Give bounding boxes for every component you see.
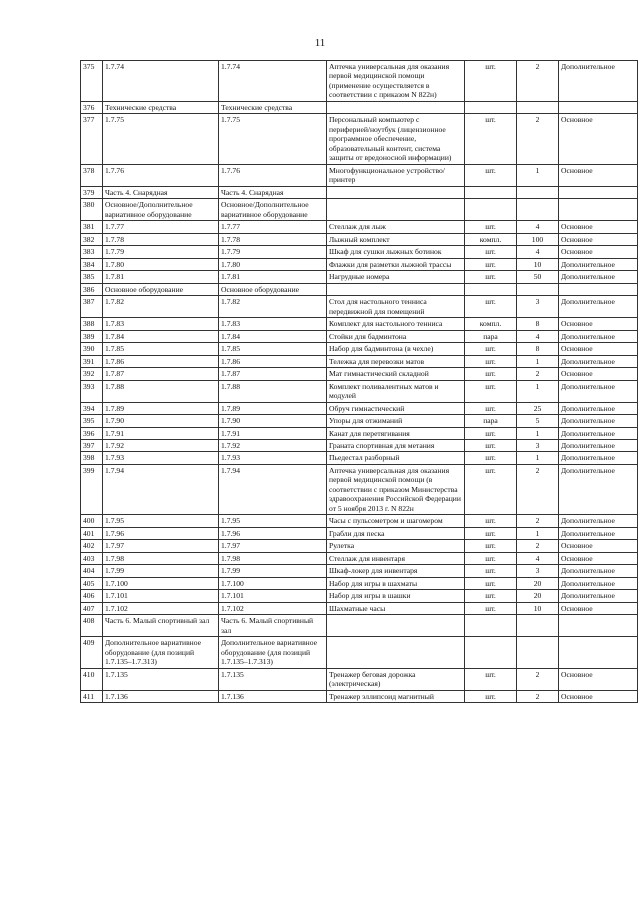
code-cell-2: 1.7.83 xyxy=(219,318,327,330)
code-cell: 1.7.77 xyxy=(103,221,219,233)
table-row xyxy=(81,577,638,589)
quantity-cell: 20 xyxy=(517,590,559,602)
type-cell xyxy=(559,199,638,221)
type-cell: Дополнительное xyxy=(559,258,638,270)
quantity-cell: 2 xyxy=(517,61,559,102)
quantity-cell xyxy=(517,101,559,113)
table-row xyxy=(81,61,638,102)
type-cell: Основное xyxy=(559,318,638,330)
code-cell-2: 1.7.98 xyxy=(219,552,327,564)
type-cell: Основное xyxy=(559,246,638,258)
code-cell-2: 1.7.89 xyxy=(219,402,327,414)
row-number: 404 xyxy=(81,565,103,577)
code-cell-2: 1.7.76 xyxy=(219,164,327,186)
type-cell: Дополнительное xyxy=(559,452,638,464)
quantity-cell: 8 xyxy=(517,318,559,330)
item-name xyxy=(327,615,465,637)
type-cell: Дополнительное xyxy=(559,271,638,283)
row-number: 378 xyxy=(81,164,103,186)
type-cell: Дополнительное xyxy=(559,565,638,577)
row-number: 377 xyxy=(81,114,103,164)
item-name: Канат для перетягивания xyxy=(327,427,465,439)
type-cell: Дополнительное xyxy=(559,380,638,402)
unit-cell: шт. xyxy=(465,602,517,614)
quantity-cell: 2 xyxy=(517,464,559,514)
table-row xyxy=(81,199,638,221)
type-cell xyxy=(559,101,638,113)
code-cell: 1.7.90 xyxy=(103,415,219,427)
code-cell-2: 1.7.80 xyxy=(219,258,327,270)
type-cell: Дополнительное xyxy=(559,296,638,318)
table-row xyxy=(81,515,638,527)
unit-cell: пара xyxy=(465,330,517,342)
table-row xyxy=(81,452,638,464)
table-row xyxy=(81,552,638,564)
table-row xyxy=(81,114,638,164)
item-name: Комплект для настольного тенниса xyxy=(327,318,465,330)
code-cell: 1.7.81 xyxy=(103,271,219,283)
code-cell: 1.7.88 xyxy=(103,380,219,402)
item-name: Стеллаж для лыж xyxy=(327,221,465,233)
quantity-cell xyxy=(517,199,559,221)
row-number: 405 xyxy=(81,577,103,589)
unit-cell: шт. xyxy=(465,164,517,186)
unit-cell: шт. xyxy=(465,552,517,564)
table-row xyxy=(81,283,638,295)
unit-cell: пара xyxy=(465,415,517,427)
code-cell-2: 1.7.85 xyxy=(219,343,327,355)
item-name: Упоры для отжиманий xyxy=(327,415,465,427)
quantity-cell: 10 xyxy=(517,602,559,614)
table-row xyxy=(81,343,638,355)
row-number: 379 xyxy=(81,186,103,198)
type-cell: Основное xyxy=(559,690,638,702)
table-row xyxy=(81,427,638,439)
unit-cell: компл. xyxy=(465,233,517,245)
item-name: Тренажер эллипсоид магнитный xyxy=(327,690,465,702)
item-name: Шахматные часы xyxy=(327,602,465,614)
code-cell: 1.7.84 xyxy=(103,330,219,342)
quantity-cell: 4 xyxy=(517,330,559,342)
item-name: Лыжный комплект xyxy=(327,233,465,245)
row-number: 381 xyxy=(81,221,103,233)
type-cell: Основное xyxy=(559,540,638,552)
code-cell: 1.7.99 xyxy=(103,565,219,577)
code-cell-2: 1.7.82 xyxy=(219,296,327,318)
code-cell: 1.7.98 xyxy=(103,552,219,564)
code-cell: 1.7.101 xyxy=(103,590,219,602)
code-cell-2: Дополнительное вариативное оборудование (для позиций 1.7.135–1.7.313) xyxy=(219,637,327,668)
code-cell: 1.7.74 xyxy=(103,61,219,102)
code-cell: 1.7.100 xyxy=(103,577,219,589)
code-cell-2: 1.7.77 xyxy=(219,221,327,233)
code-cell: 1.7.95 xyxy=(103,515,219,527)
code-cell: 1.7.135 xyxy=(103,668,219,690)
unit-cell xyxy=(465,101,517,113)
type-cell: Дополнительное xyxy=(559,355,638,367)
quantity-cell: 1 xyxy=(517,427,559,439)
type-cell: Основное xyxy=(559,221,638,233)
row-number: 385 xyxy=(81,271,103,283)
unit-cell: шт. xyxy=(465,221,517,233)
unit-cell xyxy=(465,199,517,221)
quantity-cell: 8 xyxy=(517,343,559,355)
type-cell: Основное xyxy=(559,668,638,690)
code-cell-2: 1.7.75 xyxy=(219,114,327,164)
unit-cell: шт. xyxy=(465,258,517,270)
table-row xyxy=(81,540,638,552)
code-cell-2: 1.7.136 xyxy=(219,690,327,702)
row-number: 402 xyxy=(81,540,103,552)
unit-cell: шт. xyxy=(465,343,517,355)
code-cell: 1.7.83 xyxy=(103,318,219,330)
table-row xyxy=(81,690,638,702)
table-row xyxy=(81,368,638,380)
unit-cell xyxy=(465,615,517,637)
unit-cell: шт. xyxy=(465,540,517,552)
row-number: 397 xyxy=(81,439,103,451)
type-cell: Дополнительное xyxy=(559,330,638,342)
code-cell-2: 1.7.74 xyxy=(219,61,327,102)
code-cell: 1.7.91 xyxy=(103,427,219,439)
unit-cell: шт. xyxy=(465,271,517,283)
row-number: 395 xyxy=(81,415,103,427)
code-cell: 1.7.92 xyxy=(103,439,219,451)
type-cell xyxy=(559,637,638,668)
quantity-cell: 50 xyxy=(517,271,559,283)
unit-cell: шт. xyxy=(465,590,517,602)
type-cell: Дополнительное xyxy=(559,415,638,427)
table-row xyxy=(81,221,638,233)
type-cell xyxy=(559,615,638,637)
item-name: Аптечка универсальная для оказания первой медицинской помощи (применение осуществляется в соответствии с приказом N 822н) xyxy=(327,61,465,102)
row-number: 375 xyxy=(81,61,103,102)
table-row xyxy=(81,318,638,330)
code-cell: Основное/Дополнительное вариативное оборудование xyxy=(103,199,219,221)
row-number: 380 xyxy=(81,199,103,221)
row-number: 388 xyxy=(81,318,103,330)
code-cell-2: Часть 4. Снарядная xyxy=(219,186,327,198)
code-cell-2: 1.7.86 xyxy=(219,355,327,367)
code-cell: 1.7.75 xyxy=(103,114,219,164)
quantity-cell: 2 xyxy=(517,540,559,552)
code-cell-2: 1.7.91 xyxy=(219,427,327,439)
quantity-cell: 4 xyxy=(517,552,559,564)
type-cell xyxy=(559,283,638,295)
table-row xyxy=(81,415,638,427)
item-name: Набор для бадминтона (в чехле) xyxy=(327,343,465,355)
unit-cell xyxy=(465,283,517,295)
code-cell-2: 1.7.90 xyxy=(219,415,327,427)
unit-cell: шт. xyxy=(465,368,517,380)
item-name xyxy=(327,283,465,295)
table-row xyxy=(81,271,638,283)
code-cell-2: 1.7.94 xyxy=(219,464,327,514)
table-row xyxy=(81,439,638,451)
row-number: 376 xyxy=(81,101,103,113)
quantity-cell: 10 xyxy=(517,258,559,270)
table-row xyxy=(81,258,638,270)
unit-cell: шт. xyxy=(465,439,517,451)
item-name: Часы с пульсометром и шагомером xyxy=(327,515,465,527)
quantity-cell xyxy=(517,637,559,668)
quantity-cell: 2 xyxy=(517,668,559,690)
item-name: Шкаф-локер для инвентаря xyxy=(327,565,465,577)
quantity-cell xyxy=(517,615,559,637)
item-name: Обруч гимнастический xyxy=(327,402,465,414)
code-cell-2: 1.7.96 xyxy=(219,527,327,539)
quantity-cell: 2 xyxy=(517,114,559,164)
item-name xyxy=(327,186,465,198)
quantity-cell: 1 xyxy=(517,355,559,367)
row-number: 398 xyxy=(81,452,103,464)
unit-cell: шт. xyxy=(465,527,517,539)
row-number: 407 xyxy=(81,602,103,614)
item-name: Грабли для песка xyxy=(327,527,465,539)
row-number: 383 xyxy=(81,246,103,258)
item-name: Нагрудные номера xyxy=(327,271,465,283)
unit-cell xyxy=(465,637,517,668)
row-number: 382 xyxy=(81,233,103,245)
item-name: Мат гимнастический складной xyxy=(327,368,465,380)
code-cell-2: 1.7.81 xyxy=(219,271,327,283)
unit-cell: шт. xyxy=(465,355,517,367)
item-name xyxy=(327,637,465,668)
quantity-cell: 20 xyxy=(517,577,559,589)
unit-cell: шт. xyxy=(465,61,517,102)
unit-cell: компл. xyxy=(465,318,517,330)
code-cell: Часть 4. Снарядная xyxy=(103,186,219,198)
type-cell: Дополнительное xyxy=(559,427,638,439)
code-cell-2: 1.7.100 xyxy=(219,577,327,589)
code-cell-2: 1.7.102 xyxy=(219,602,327,614)
quantity-cell: 1 xyxy=(517,164,559,186)
row-number: 401 xyxy=(81,527,103,539)
quantity-cell: 3 xyxy=(517,565,559,577)
table-row xyxy=(81,527,638,539)
code-cell-2: 1.7.93 xyxy=(219,452,327,464)
code-cell: 1.7.80 xyxy=(103,258,219,270)
unit-cell: шт. xyxy=(465,380,517,402)
code-cell-2: 1.7.99 xyxy=(219,565,327,577)
table-row xyxy=(81,464,638,514)
code-cell: Часть 6. Малый спортивный зал xyxy=(103,615,219,637)
row-number: 391 xyxy=(81,355,103,367)
quantity-cell xyxy=(517,283,559,295)
unit-cell: шт. xyxy=(465,565,517,577)
table-row xyxy=(81,602,638,614)
code-cell-2: 1.7.101 xyxy=(219,590,327,602)
unit-cell: шт. xyxy=(465,452,517,464)
table-row xyxy=(81,101,638,113)
item-name: Тренажер беговая дорожка (электрическая) xyxy=(327,668,465,690)
type-cell: Дополнительное xyxy=(559,590,638,602)
unit-cell: шт. xyxy=(465,114,517,164)
unit-cell: шт. xyxy=(465,668,517,690)
unit-cell: шт. xyxy=(465,296,517,318)
row-number: 409 xyxy=(81,637,103,668)
row-number: 393 xyxy=(81,380,103,402)
code-cell: Основное оборудование xyxy=(103,283,219,295)
type-cell: Дополнительное xyxy=(559,464,638,514)
quantity-cell: 2 xyxy=(517,515,559,527)
table-row xyxy=(81,296,638,318)
item-name: Персональный компьютер с периферией/ноутбук (лицензионное программное обеспечение, образовательный контент, система защиты от вредоносной информации) xyxy=(327,114,465,164)
table-row xyxy=(81,637,638,668)
item-name xyxy=(327,101,465,113)
type-cell: Основное xyxy=(559,343,638,355)
item-name: Набор для игры в шахматы xyxy=(327,577,465,589)
item-name: Набор для игры в шашки xyxy=(327,590,465,602)
unit-cell: шт. xyxy=(465,427,517,439)
code-cell-2: Основное/Дополнительное вариативное оборудование xyxy=(219,199,327,221)
table-row xyxy=(81,330,638,342)
item-name: Многофункциональное устройство/принтер xyxy=(327,164,465,186)
code-cell: 1.7.78 xyxy=(103,233,219,245)
unit-cell: шт. xyxy=(465,402,517,414)
type-cell: Дополнительное xyxy=(559,527,638,539)
code-cell: 1.7.97 xyxy=(103,540,219,552)
row-number: 392 xyxy=(81,368,103,380)
code-cell-2: 1.7.88 xyxy=(219,380,327,402)
item-name: Флажки для разметки лыжной трассы xyxy=(327,258,465,270)
row-number: 386 xyxy=(81,283,103,295)
item-name: Аптечка универсальная для оказания первой медицинской помощи (в соответствии с приказом Министерства здравоохранения Российской Федерации от 5 ноября 2013 г. N 822н xyxy=(327,464,465,514)
quantity-cell: 1 xyxy=(517,380,559,402)
quantity-cell: 4 xyxy=(517,221,559,233)
code-cell-2: 1.7.87 xyxy=(219,368,327,380)
unit-cell: шт. xyxy=(465,464,517,514)
type-cell: Дополнительное xyxy=(559,439,638,451)
item-name: Граната спортивная для метания xyxy=(327,439,465,451)
code-cell: 1.7.86 xyxy=(103,355,219,367)
quantity-cell: 1 xyxy=(517,452,559,464)
item-name: Стол для настольного тенниса передвижной для помещений xyxy=(327,296,465,318)
code-cell-2: 1.7.79 xyxy=(219,246,327,258)
code-cell-2: Технические средства xyxy=(219,101,327,113)
type-cell: Основное xyxy=(559,164,638,186)
row-number: 400 xyxy=(81,515,103,527)
type-cell: Основное xyxy=(559,602,638,614)
row-number: 399 xyxy=(81,464,103,514)
unit-cell: шт. xyxy=(465,690,517,702)
row-number: 396 xyxy=(81,427,103,439)
code-cell: 1.7.102 xyxy=(103,602,219,614)
equipment-table xyxy=(80,60,638,703)
code-cell: 1.7.94 xyxy=(103,464,219,514)
quantity-cell: 1 xyxy=(517,527,559,539)
type-cell: Дополнительное xyxy=(559,515,638,527)
table-row xyxy=(81,246,638,258)
code-cell: 1.7.82 xyxy=(103,296,219,318)
item-name: Тележка для перевозки матов xyxy=(327,355,465,367)
type-cell: Основное xyxy=(559,114,638,164)
code-cell: Технические средства xyxy=(103,101,219,113)
item-name: Стеллаж для инвентаря xyxy=(327,552,465,564)
row-number: 406 xyxy=(81,590,103,602)
item-name: Комплект поливалентных матов и модулей xyxy=(327,380,465,402)
code-cell-2: Часть 6. Малый спортивный зал xyxy=(219,615,327,637)
row-number: 384 xyxy=(81,258,103,270)
table-row xyxy=(81,668,638,690)
table-row xyxy=(81,355,638,367)
type-cell: Дополнительное xyxy=(559,402,638,414)
type-cell: Основное xyxy=(559,368,638,380)
code-cell-2: 1.7.97 xyxy=(219,540,327,552)
row-number: 390 xyxy=(81,343,103,355)
unit-cell: шт. xyxy=(465,577,517,589)
code-cell-2: 1.7.135 xyxy=(219,668,327,690)
row-number: 411 xyxy=(81,690,103,702)
unit-cell: шт. xyxy=(465,515,517,527)
quantity-cell: 5 xyxy=(517,415,559,427)
code-cell: 1.7.79 xyxy=(103,246,219,258)
table-row xyxy=(81,380,638,402)
quantity-cell: 3 xyxy=(517,296,559,318)
row-number: 389 xyxy=(81,330,103,342)
table-row xyxy=(81,233,638,245)
page-number: 11 xyxy=(314,37,326,49)
row-number: 410 xyxy=(81,668,103,690)
code-cell: 1.7.136 xyxy=(103,690,219,702)
table-row xyxy=(81,402,638,414)
code-cell: 1.7.89 xyxy=(103,402,219,414)
type-cell: Основное xyxy=(559,552,638,564)
code-cell: Дополнительное вариативное оборудование (для позиций 1.7.135–1.7.313) xyxy=(103,637,219,668)
item-name: Пьедестал разборный xyxy=(327,452,465,464)
row-number: 403 xyxy=(81,552,103,564)
code-cell: 1.7.76 xyxy=(103,164,219,186)
unit-cell xyxy=(465,186,517,198)
item-name xyxy=(327,199,465,221)
table-row xyxy=(81,565,638,577)
item-name: Стойки для бадминтона xyxy=(327,330,465,342)
code-cell-2: 1.7.84 xyxy=(219,330,327,342)
quantity-cell: 100 xyxy=(517,233,559,245)
type-cell: Основное xyxy=(559,233,638,245)
item-name: Шкаф для сушки лыжных ботинок xyxy=(327,246,465,258)
quantity-cell: 2 xyxy=(517,368,559,380)
item-name: Рулетка xyxy=(327,540,465,552)
quantity-cell xyxy=(517,186,559,198)
table-row xyxy=(81,615,638,637)
row-number: 408 xyxy=(81,615,103,637)
code-cell: 1.7.85 xyxy=(103,343,219,355)
code-cell-2: 1.7.92 xyxy=(219,439,327,451)
code-cell: 1.7.87 xyxy=(103,368,219,380)
table-row xyxy=(81,590,638,602)
code-cell-2: Основное оборудование xyxy=(219,283,327,295)
table-row xyxy=(81,164,638,186)
row-number: 394 xyxy=(81,402,103,414)
code-cell-2: 1.7.78 xyxy=(219,233,327,245)
type-cell xyxy=(559,186,638,198)
code-cell-2: 1.7.95 xyxy=(219,515,327,527)
row-number: 387 xyxy=(81,296,103,318)
quantity-cell: 2 xyxy=(517,690,559,702)
type-cell: Дополнительное xyxy=(559,577,638,589)
type-cell: Дополнительное xyxy=(559,61,638,102)
code-cell: 1.7.93 xyxy=(103,452,219,464)
code-cell: 1.7.96 xyxy=(103,527,219,539)
unit-cell: шт. xyxy=(465,246,517,258)
quantity-cell: 4 xyxy=(517,246,559,258)
table-row xyxy=(81,186,638,198)
quantity-cell: 3 xyxy=(517,439,559,451)
quantity-cell: 25 xyxy=(517,402,559,414)
